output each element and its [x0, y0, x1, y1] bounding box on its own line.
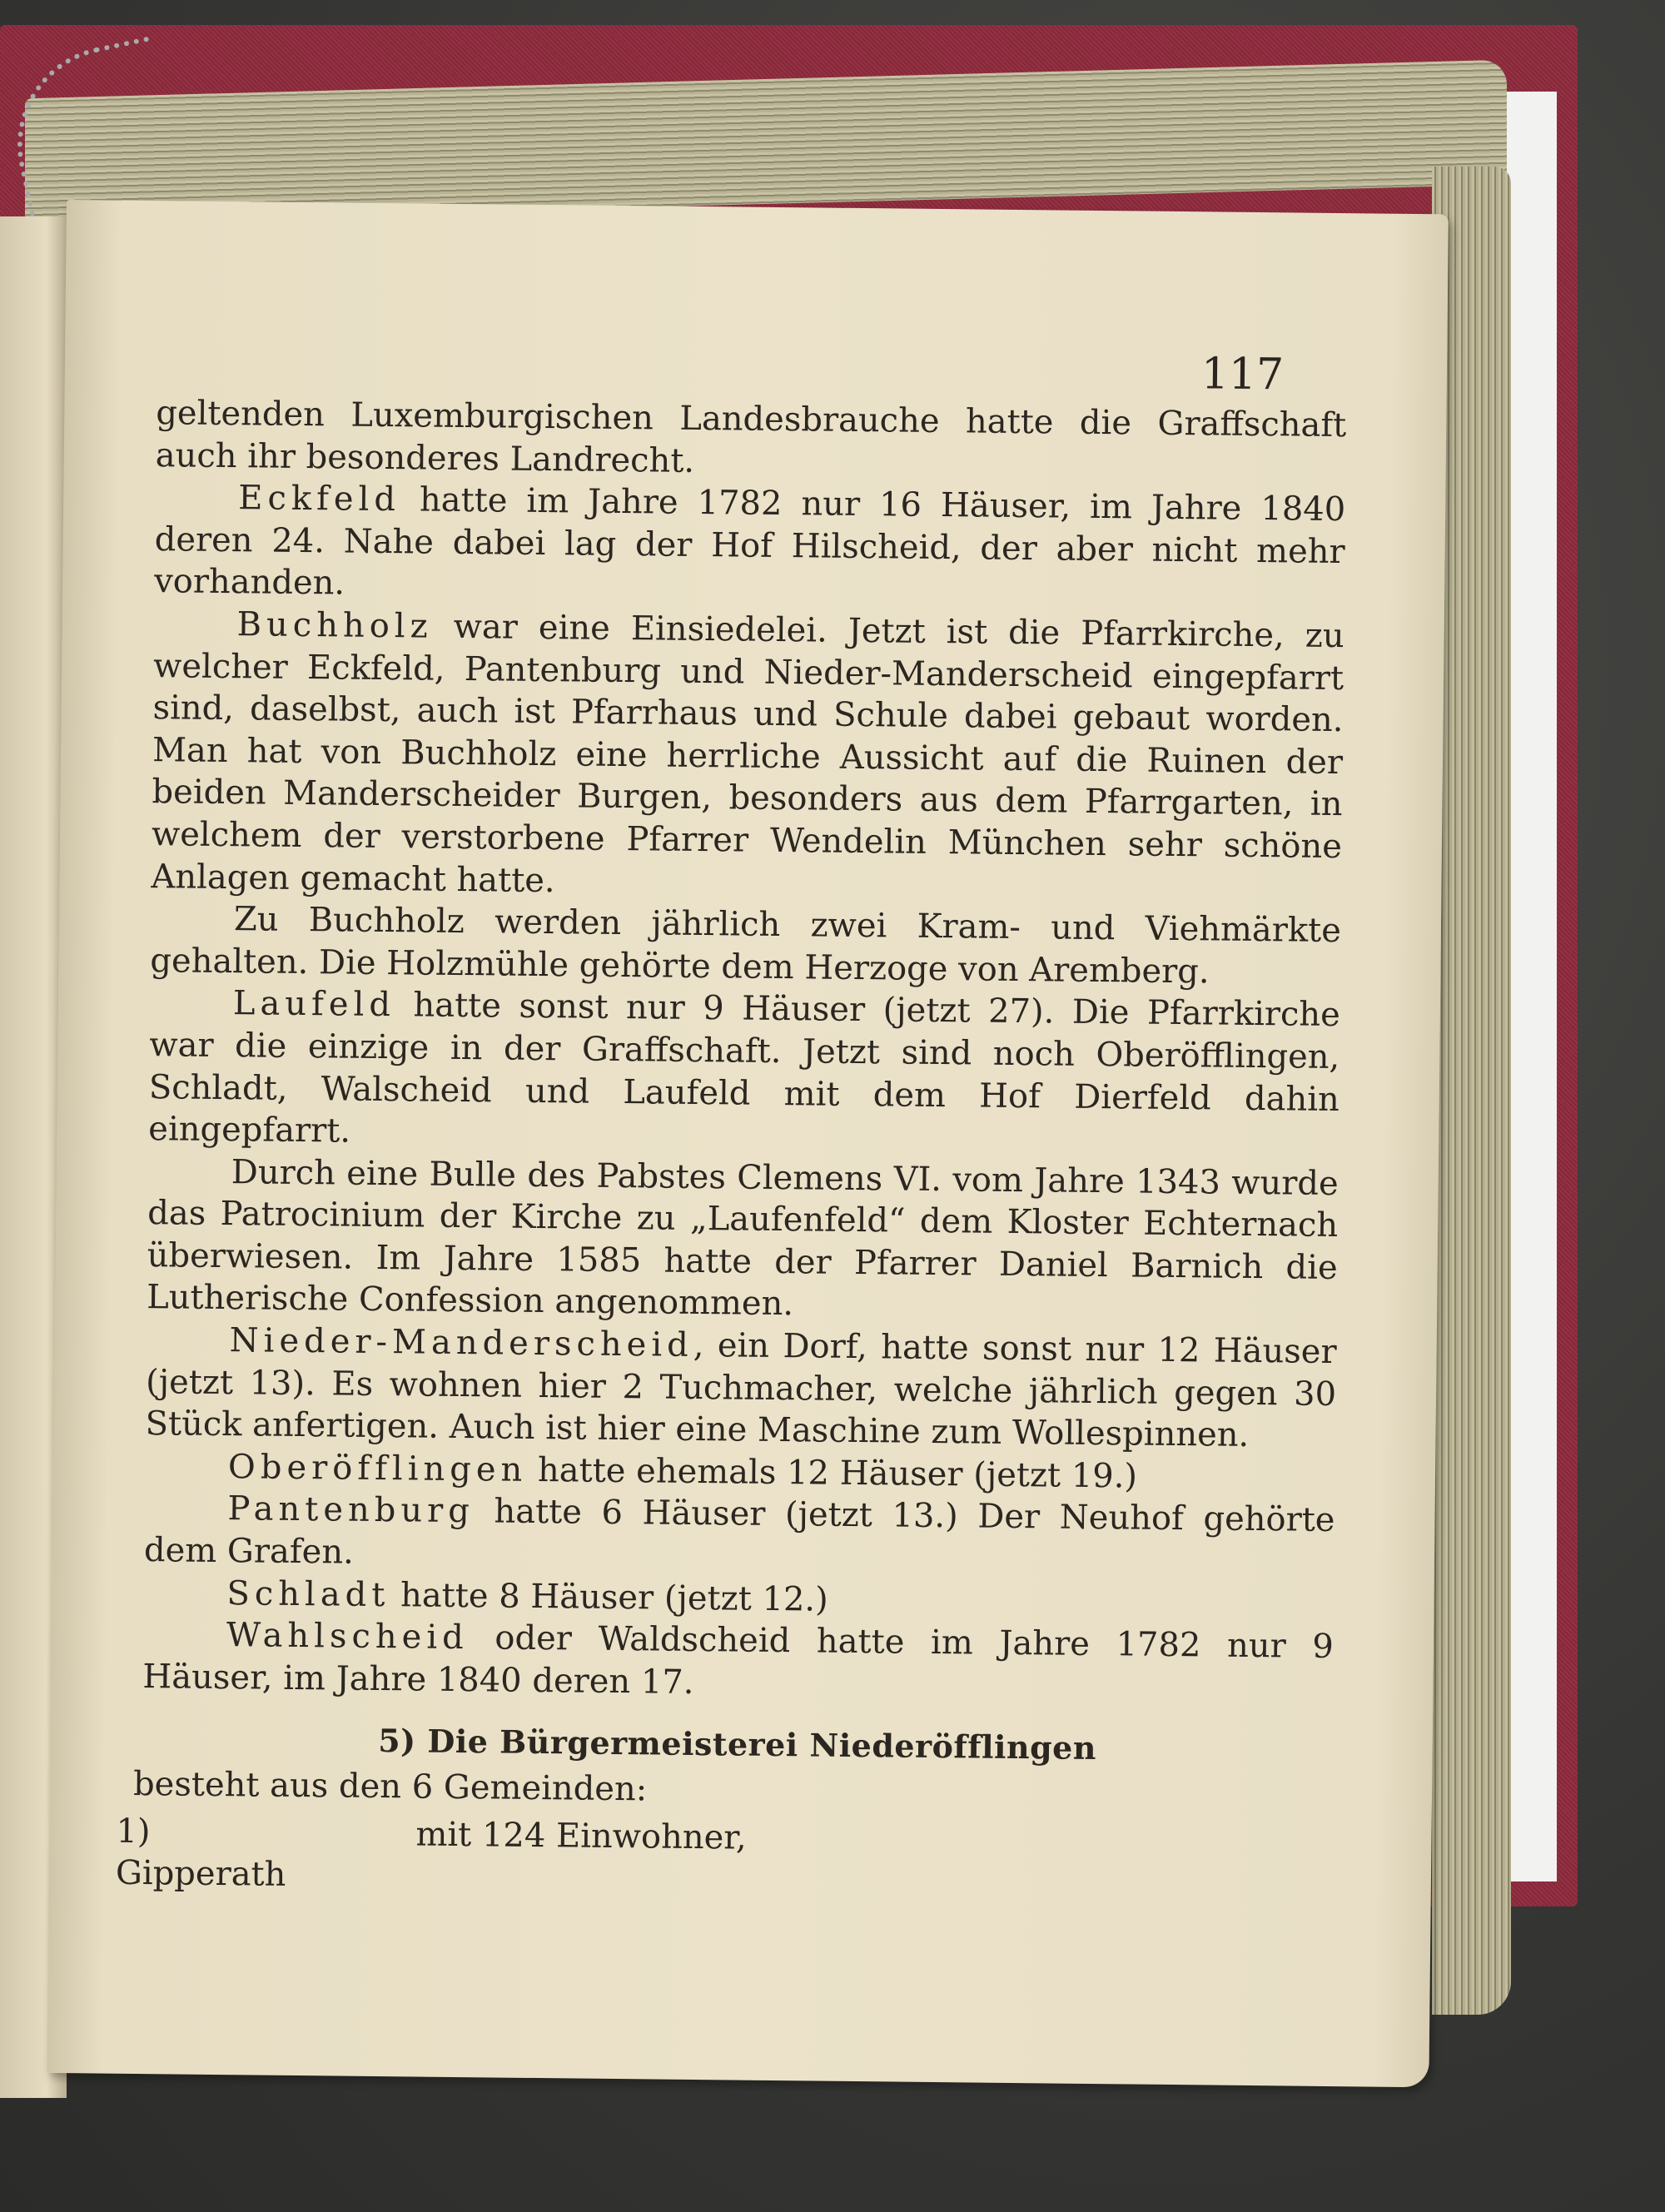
paragraph-text: hatte 6 Häuser (jetzt 13.) Der Neuhof gehörte dem Grafen. — [143, 1492, 1335, 1572]
paragraph — [142, 1613, 1334, 1710]
paragraph-text: Zu Buchholz werden jährlich zwei Kram- und Viehmärkte gehalten. Die Holzmühle gehörte dem Herzoge von Aremberg. — [150, 900, 1342, 992]
list-item — [116, 1810, 1332, 1906]
paragraph — [151, 603, 1344, 910]
paragraph-text: oder Waldscheid hatte im Jahre 1782 nur 9 Häuser, im Jahre 1840 deren 17. — [142, 1618, 1334, 1702]
page-number: 117 — [1200, 349, 1285, 400]
place-name: Wahlscheid — [226, 1616, 469, 1658]
place-name: Oberöfflingen — [227, 1447, 528, 1489]
paragraph — [150, 897, 1341, 994]
section-intro: besteht aus den 6 Gemeinden: — [132, 1764, 648, 1809]
paragraph-text: geltenden Luxemburgischen Landesbrauche hatte die Graffschaft auch ihr besonderes Landrecht. — [155, 394, 1347, 480]
place-name: Pantenburg — [227, 1489, 475, 1531]
page-text — [115, 392, 1347, 1907]
paragraph-text: Durch eine Bulle des Pabstes Clemens VI. vom Jahre 1343 wurde das Patrocinium der Kirche zu „Laufenfeld“ dem Kloster Echternach überwiesen. Im Jahre 1585 hatte der Pfarrer Daniel Barnich die Lutherische Confession angenommen. — [146, 1152, 1339, 1324]
paragraph-text: hatte 8 Häuser (jetzt 12.) — [390, 1575, 828, 1619]
paragraph-text: hatte ehemals 12 Häuser (jetzt 19.) — [527, 1450, 1138, 1496]
paragraph — [145, 1319, 1337, 1458]
list-place: 1) Gipperath — [115, 1812, 286, 1895]
paragraph — [148, 982, 1340, 1162]
section-heading: 5) Die Bürgermeisterei Niederöfflingen — [377, 1722, 1097, 1767]
place-name: Laufeld — [232, 984, 396, 1025]
place-name: Buchholz — [236, 605, 433, 646]
place-name: Nieder-Manderscheid — [229, 1321, 693, 1365]
paragraph-text: hatte im Jahre 1782 nur 16 Häuser, im Jahre 1840 deren 24. Nahe dabei lag der Hof Hilscheid, der aber nicht mehr vorhanden. — [153, 480, 1346, 603]
paragraph-text: , ein Dorf, hatte sonst nur 12 Häuser (jetzt 13). Es wohnen hier 2 Tuchmacher, welche jährlich gegen 30 Stück anfertigen. Auch ist hier eine Maschine zum Wollespinnen. — [145, 1326, 1337, 1455]
book-page — [47, 200, 1448, 2087]
paragraph-text: war eine Einsiedelei. Jetzt ist die Pfarrkirche, zu welcher Eckfeld, Pantenburg und Nieder-Manderscheid eingepfarrt sind, daselbst, auch ist Pfarrhaus und Schule dabei gebaut worden. Man hat von Buchholz eine herrliche Aussicht auf die Ruinen der beiden Manderscheider Burgen, besonders aus dem Pfarrgarten, in welchem der verstorbene Pfarrer Wendelin München sehr schöne Anlagen gemacht hatte. — [151, 607, 1344, 900]
paragraph — [156, 392, 1347, 489]
paragraph-text: hatte sonst nur 9 Häuser (jetzt 27). Die Pfarrkirche war die einzige in der Graffschaft. Jetzt sind noch Oberöfflingen, Schladt, Walscheid und Laufeld mit dem Hof Dierfeld dahin eingepfarrt. — [148, 986, 1341, 1151]
place-name: Eckfeld — [238, 479, 401, 519]
paragraph — [147, 1151, 1339, 1331]
place-name: Schladt — [226, 1573, 390, 1614]
paragraph — [144, 1488, 1335, 1584]
paragraph — [154, 476, 1346, 615]
list-inhabitants: mit 124 Einwohner, — [415, 1815, 747, 1857]
